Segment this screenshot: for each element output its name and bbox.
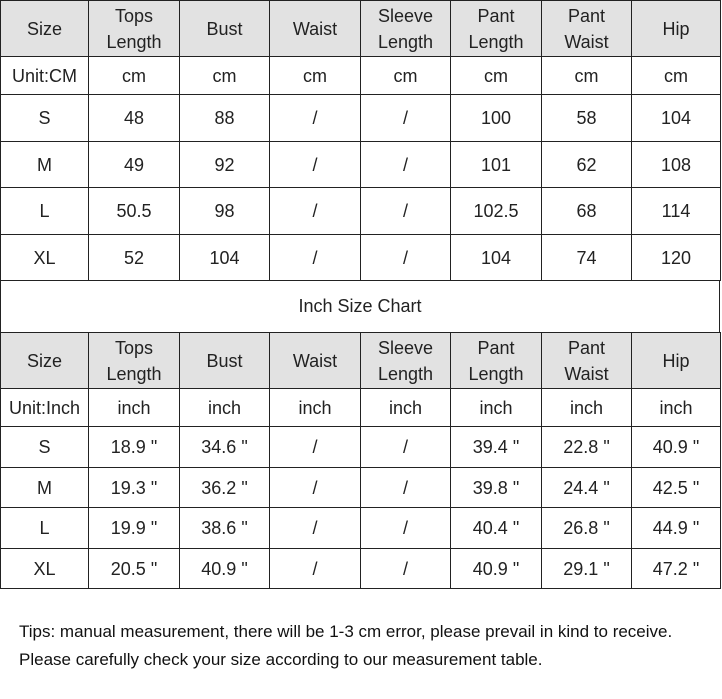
- table-cell: 40.9 ": [180, 549, 270, 589]
- table-cell: 68: [542, 188, 632, 235]
- header-row: [1, 333, 721, 389]
- table-cell: 100: [451, 95, 542, 142]
- row-label-cell: L: [1, 188, 89, 235]
- table-cell: inch: [270, 389, 361, 427]
- table-cell: cm: [542, 57, 632, 95]
- table-cell: /: [270, 468, 361, 508]
- table-cell: 101: [451, 142, 542, 188]
- table-cell: /: [361, 508, 451, 549]
- table-cell: 74: [542, 235, 632, 281]
- table-cell: Pant Waist: [542, 333, 632, 389]
- table-cell: 34.6 ": [180, 427, 270, 468]
- table-cell: cm: [451, 57, 542, 95]
- table-cell: 104: [451, 235, 542, 281]
- table-cell: inch: [361, 389, 451, 427]
- table-cell: cm: [270, 57, 361, 95]
- table-cell: /: [270, 508, 361, 549]
- size-row: [1, 235, 721, 281]
- table-cell: /: [361, 235, 451, 281]
- table-cell: 18.9 ": [89, 427, 180, 468]
- table-cell: 19.3 ": [89, 468, 180, 508]
- tips-line-2: Please carefully check your size according to our measurement table.: [19, 650, 543, 669]
- inch-chart-caption: Inch Size Chart: [0, 281, 720, 332]
- row-label-cell: XL: [1, 235, 89, 281]
- size-row: [1, 427, 721, 468]
- table-cell: 52: [89, 235, 180, 281]
- size-row: [1, 508, 721, 549]
- row-label-cell: Unit:Inch: [1, 389, 89, 427]
- table-cell: Hip: [632, 333, 721, 389]
- tips-note: [19, 618, 672, 674]
- row-label-cell: M: [1, 468, 89, 508]
- table-cell: Pant Length: [451, 333, 542, 389]
- table-cell: /: [270, 549, 361, 589]
- table-cell: 47.2 ": [632, 549, 721, 589]
- table-cell: 98: [180, 188, 270, 235]
- table-cell: 42.5 ": [632, 468, 721, 508]
- table-cell: 29.1 ": [542, 549, 632, 589]
- table-cell: /: [270, 188, 361, 235]
- table-cell: 114: [632, 188, 721, 235]
- table-cell: /: [361, 188, 451, 235]
- table-cell: cm: [632, 57, 721, 95]
- size-row: [1, 95, 721, 142]
- table-cell: Pant Waist: [542, 1, 632, 57]
- header-row: [1, 1, 721, 57]
- table-cell: Waist: [270, 1, 361, 57]
- table-cell: 44.9 ": [632, 508, 721, 549]
- table-cell: cm: [89, 57, 180, 95]
- table-cell: 36.2 ": [180, 468, 270, 508]
- table-cell: Bust: [180, 1, 270, 57]
- table-cell: 48: [89, 95, 180, 142]
- table-cell: 102.5: [451, 188, 542, 235]
- row-label-cell: S: [1, 427, 89, 468]
- table-cell: inch: [89, 389, 180, 427]
- table-cell: cm: [361, 57, 451, 95]
- table-cell: 108: [632, 142, 721, 188]
- table-cell: 40.9 ": [451, 549, 542, 589]
- table-cell: Waist: [270, 333, 361, 389]
- table-cell: 58: [542, 95, 632, 142]
- table-cell: Tops Length: [89, 333, 180, 389]
- table-cell: Sleeve Length: [361, 333, 451, 389]
- unit-row: [1, 389, 721, 427]
- cm-size-table: [0, 0, 721, 281]
- table-cell: /: [361, 549, 451, 589]
- table-cell: inch: [632, 389, 721, 427]
- table-cell: 49: [89, 142, 180, 188]
- row-label-cell: Unit:CM: [1, 57, 89, 95]
- table-cell: 20.5 ": [89, 549, 180, 589]
- unit-row: [1, 57, 721, 95]
- table-cell: /: [361, 427, 451, 468]
- table-cell: Bust: [180, 333, 270, 389]
- table-cell: Pant Length: [451, 1, 542, 57]
- table-cell: 39.4 ": [451, 427, 542, 468]
- table-cell: /: [270, 142, 361, 188]
- size-row: [1, 188, 721, 235]
- table-cell: 38.6 ": [180, 508, 270, 549]
- table-cell: /: [270, 235, 361, 281]
- table-cell: /: [361, 95, 451, 142]
- row-label-cell: L: [1, 508, 89, 549]
- table-cell: 24.4 ": [542, 468, 632, 508]
- table-cell: 40.4 ": [451, 508, 542, 549]
- table-cell: /: [361, 142, 451, 188]
- table-cell: /: [270, 427, 361, 468]
- table-cell: 88: [180, 95, 270, 142]
- table-cell: 26.8 ": [542, 508, 632, 549]
- row-label-cell: M: [1, 142, 89, 188]
- table-cell: 104: [632, 95, 721, 142]
- table-cell: Sleeve Length: [361, 1, 451, 57]
- table-cell: 39.8 ": [451, 468, 542, 508]
- table-cell: cm: [180, 57, 270, 95]
- table-cell: 92: [180, 142, 270, 188]
- table-cell: /: [361, 468, 451, 508]
- size-row: [1, 549, 721, 589]
- table-cell: /: [270, 95, 361, 142]
- row-label-cell: Size: [1, 333, 89, 389]
- table-cell: Hip: [632, 1, 721, 57]
- table-cell: 120: [632, 235, 721, 281]
- row-label-cell: S: [1, 95, 89, 142]
- table-cell: Tops Length: [89, 1, 180, 57]
- row-label-cell: XL: [1, 549, 89, 589]
- table-cell: 40.9 ": [632, 427, 721, 468]
- inch-size-table: [0, 332, 721, 589]
- row-label-cell: Size: [1, 1, 89, 57]
- tips-line-1: Tips: manual measurement, there will be 1-3 cm error, please prevail in kind to receive.: [19, 622, 673, 641]
- table-cell: 22.8 ": [542, 427, 632, 468]
- table-cell: inch: [542, 389, 632, 427]
- size-row: [1, 142, 721, 188]
- table-cell: 104: [180, 235, 270, 281]
- table-cell: 19.9 ": [89, 508, 180, 549]
- table-cell: inch: [451, 389, 542, 427]
- size-row: [1, 468, 721, 508]
- table-cell: 62: [542, 142, 632, 188]
- table-cell: inch: [180, 389, 270, 427]
- table-cell: 50.5: [89, 188, 180, 235]
